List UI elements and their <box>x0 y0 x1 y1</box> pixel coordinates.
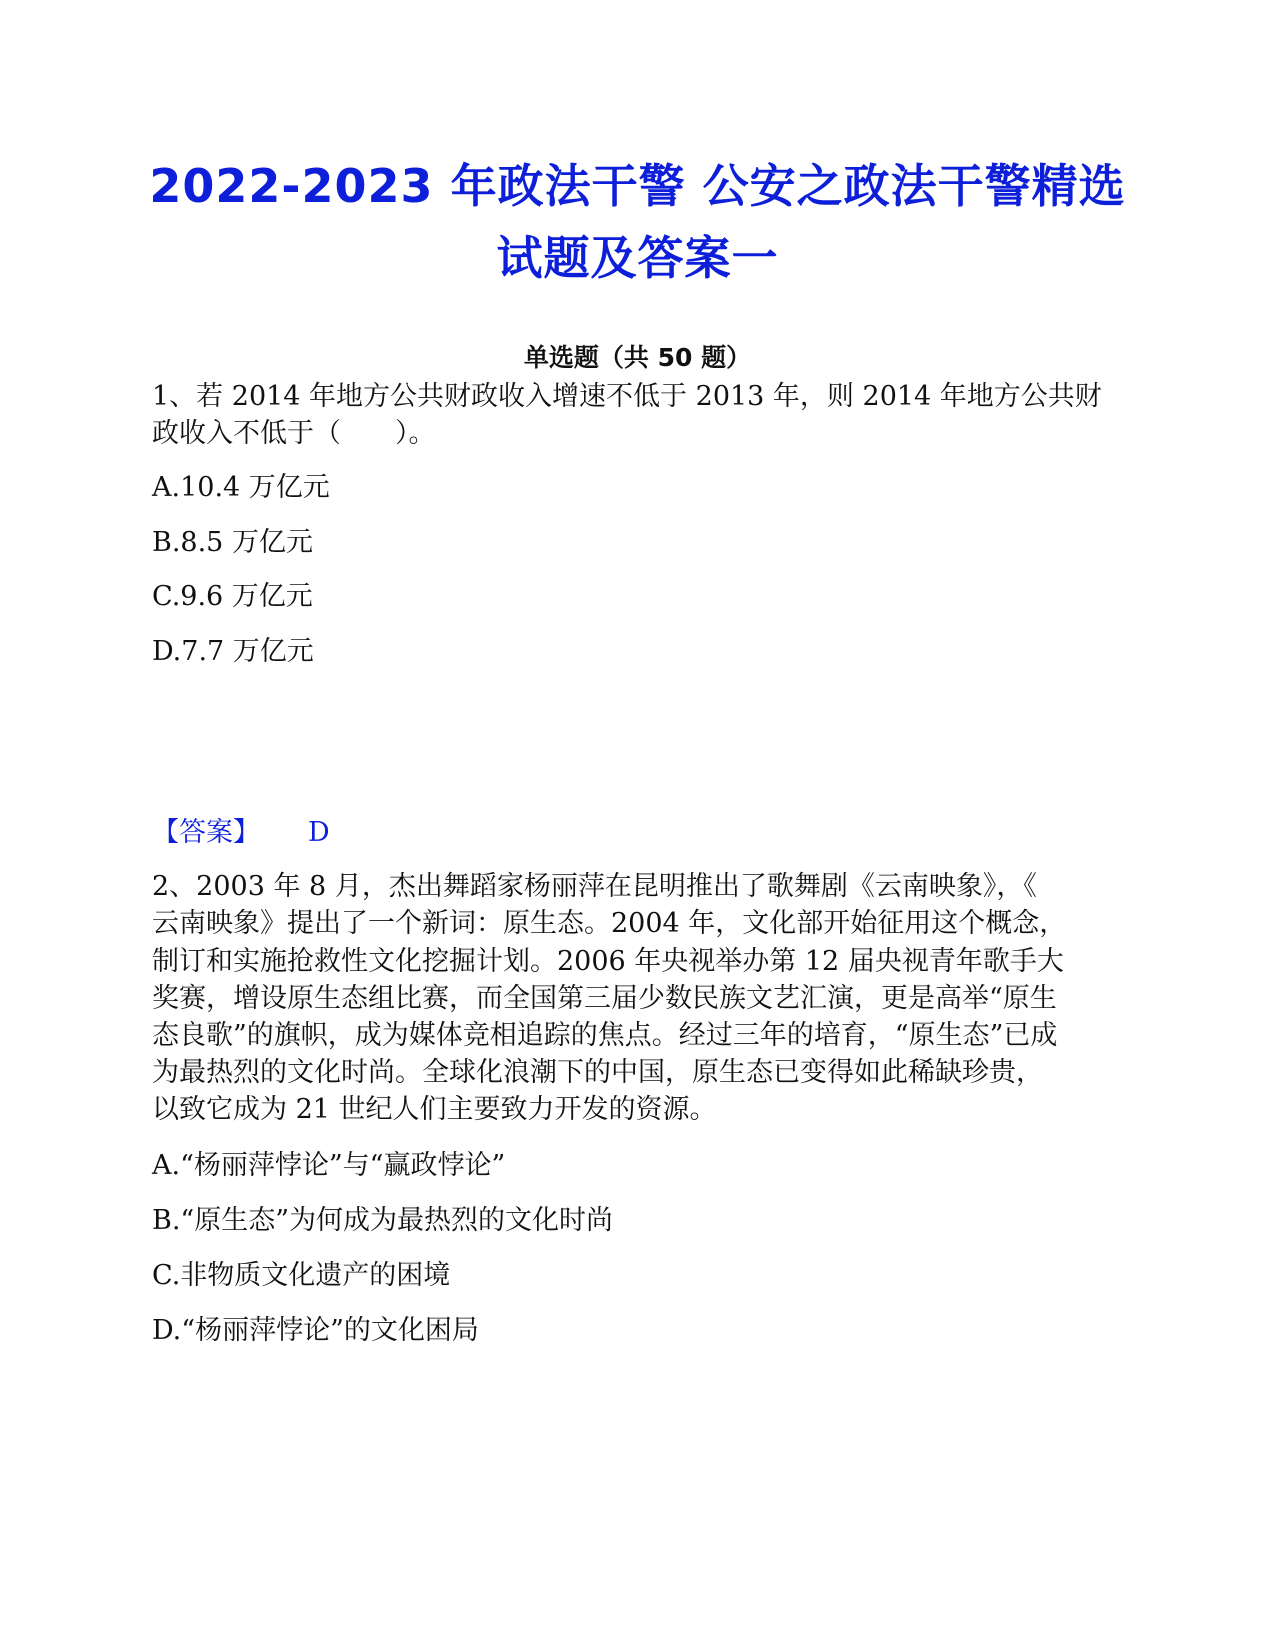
question-2-text-line-5: 态良歌”的旗帜，成为媒体竞相追踪的焦点。经过三年的培育，“原生态”已成 <box>152 1020 1058 1051</box>
question-2-option-c: C.非物质文化遗产的困境 <box>152 1260 451 1291</box>
question-1-option-a: A.10.4 万亿元 <box>152 472 330 503</box>
question-2-text-line-7: 以致它成为 21 世纪人们主要致力开发的资源。 <box>152 1094 717 1125</box>
question-1-option-d: D.7.7 万亿元 <box>152 636 314 667</box>
question-2-option-d: D.“杨丽萍悖论”的文化困局 <box>152 1315 479 1346</box>
question-2-text-line-4: 奖赛，增设原生态组比赛，而全国第三届少数民族文艺汇演，更是高举“原生 <box>152 983 1057 1014</box>
answer-label: 【答案】 <box>152 817 260 848</box>
question-2-text-line-3: 制订和实施抢救性文化挖掘计划。2006 年央视举办第 12 届央视青年歌手大 <box>152 946 1064 977</box>
question-2-option-b: B.“原生态”为何成为最热烈的文化时尚 <box>152 1205 614 1236</box>
question-1-text-line-2: 政收入不低于（ ）。 <box>152 418 436 449</box>
question-1-option-b: B.8.5 万亿元 <box>152 527 313 558</box>
question-1-answer <box>152 813 330 853</box>
document-title-line-2: 试题及答案一 <box>496 231 779 285</box>
section-heading: 单选题（共 50 题） <box>523 343 752 372</box>
question-2-text-line-6: 为最热烈的文化时尚。全球化浪潮下的中国，原生态已变得如此稀缺珍贵， <box>152 1057 1043 1088</box>
document-title-line-1: 2022-2023 年政法干警 公安之政法干警精选 <box>149 159 1126 213</box>
question-1-option-c: C.9.6 万亿元 <box>152 581 313 612</box>
question-2-text-line-2: 云南映象》提出了一个新词：原生态。2004 年，文化部开始征用这个概念， <box>152 908 1067 939</box>
question-1-text-line-1: 1、若 2014 年地方公共财政收入增速不低于 2013 年，则 2014 年地方公共财 <box>152 381 1102 412</box>
answer-value: D <box>308 817 330 848</box>
question-2-text-line-1: 2、2003 年 8 月，杰出舞蹈家杨丽萍在昆明推出了歌舞剧《云南映象》，《 <box>152 871 1037 902</box>
question-2-option-a: A.“杨丽萍悖论”与“赢政悖论” <box>152 1150 506 1181</box>
